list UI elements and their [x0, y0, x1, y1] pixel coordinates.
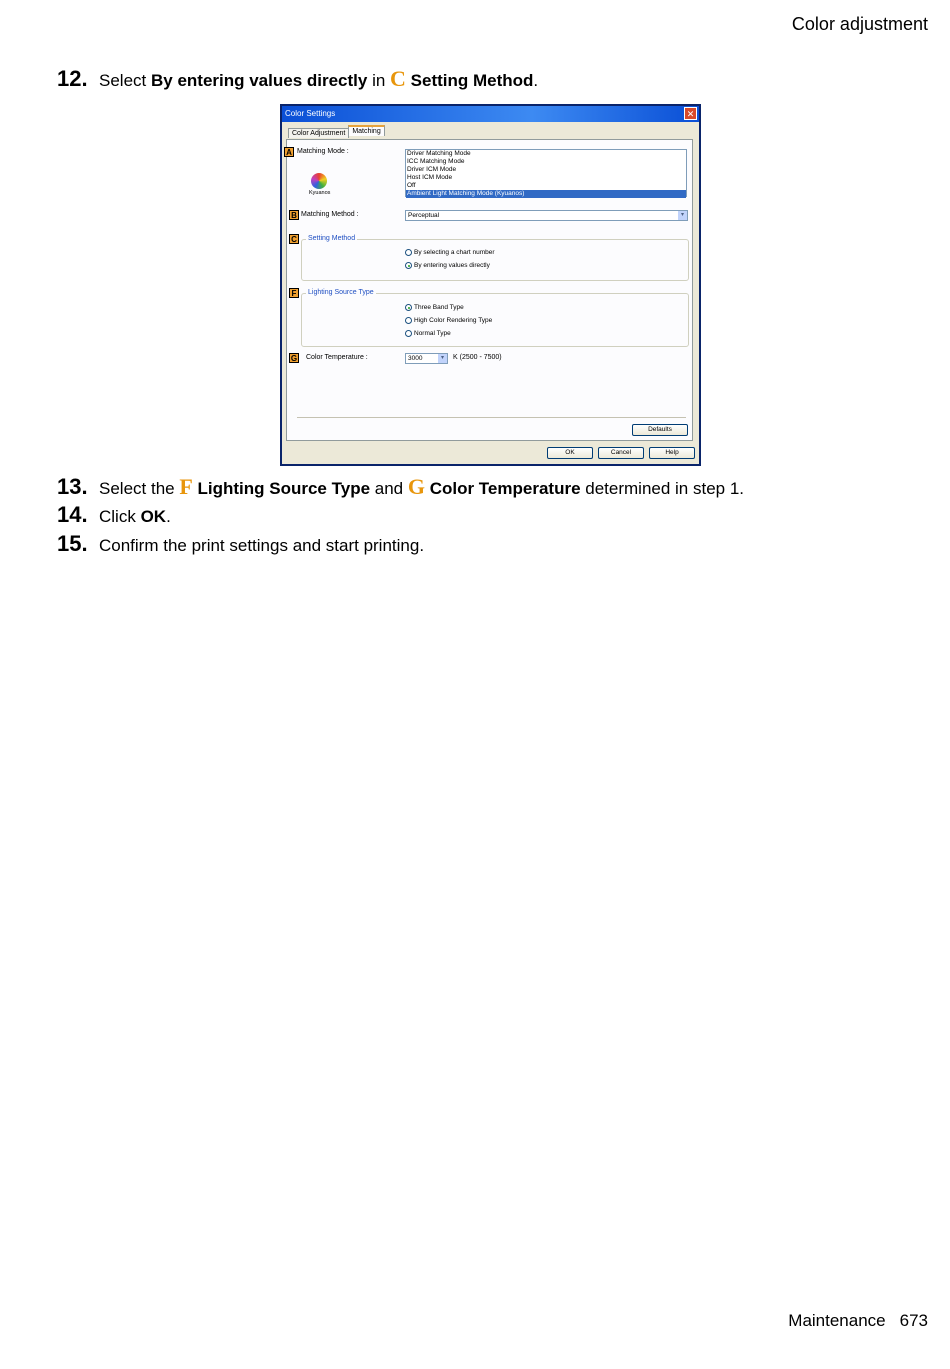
- close-button[interactable]: ✕: [684, 107, 697, 120]
- matching-method-label: Matching Method :: [301, 211, 359, 218]
- radio-label: Normal Type: [414, 330, 451, 338]
- step-bold: By entering values directly: [150, 71, 368, 90]
- marker-g: G: [290, 354, 298, 363]
- step-15: [57, 533, 424, 557]
- matching-mode-list[interactable]: [405, 149, 687, 197]
- cancel-button[interactable]: Cancel: [598, 447, 644, 459]
- radio-icon: [405, 330, 412, 337]
- radio-label: By entering values directly: [414, 262, 490, 270]
- step-number: 12.: [57, 66, 88, 91]
- lighting-source-group: [301, 289, 689, 347]
- page-footer: [788, 1311, 928, 1331]
- step-text: in: [367, 71, 391, 90]
- dialog-titlebar: [282, 106, 699, 122]
- ok-button[interactable]: OK: [547, 447, 593, 459]
- defaults-button[interactable]: Defaults: [632, 424, 688, 436]
- radio-icon: [405, 317, 412, 324]
- color-temperature-select[interactable]: [405, 353, 448, 364]
- radio-enter-values[interactable]: [405, 262, 490, 269]
- step-text: Click: [99, 507, 141, 526]
- dialog-title: Color Settings: [285, 109, 336, 118]
- matching-mode-label: Matching Mode :: [297, 148, 349, 155]
- step-text: and: [370, 479, 408, 498]
- kyuanos-logo-icon: [311, 173, 327, 189]
- radio-selected-icon: [405, 262, 412, 269]
- list-item[interactable]: Off: [407, 182, 416, 189]
- tab-matching[interactable]: Matching: [348, 125, 384, 136]
- tab-strip: [288, 127, 384, 139]
- running-header: Color adjustment: [791, 14, 928, 34]
- radio-three-band[interactable]: [405, 304, 464, 311]
- radio-chart-number[interactable]: [405, 249, 495, 256]
- color-temperature-range: K (2500 - 7500): [453, 354, 502, 361]
- setting-method-group: [301, 235, 689, 281]
- marker-f: F: [289, 288, 299, 298]
- logo-caption: Kyuanos: [309, 190, 331, 196]
- divider: [297, 417, 686, 418]
- callout-letter: C: [390, 66, 406, 91]
- matching-panel: [286, 139, 693, 441]
- radio-high-color[interactable]: [405, 317, 492, 324]
- step-bold: OK: [140, 507, 167, 526]
- chevron-down-icon[interactable]: ▾: [438, 354, 447, 363]
- footer-section: Maintenance: [788, 1311, 886, 1330]
- dialog-client: [282, 122, 699, 464]
- radio-label: Three Band Type: [414, 304, 464, 312]
- color-temperature-label: Color Temperature :: [306, 354, 368, 361]
- page-number: 673: [899, 1311, 928, 1330]
- setting-method-title: Setting Method: [308, 235, 356, 242]
- step-text: .: [166, 507, 171, 526]
- marker-c: C: [289, 234, 299, 244]
- matching-method-select[interactable]: [405, 210, 688, 221]
- color-settings-dialog: [280, 104, 701, 466]
- chevron-down-icon[interactable]: ▾: [678, 211, 687, 220]
- list-item[interactable]: Driver Matching Mode: [407, 150, 471, 157]
- lighting-source-title: Lighting Source Type: [308, 289, 374, 296]
- list-item-selected[interactable]: Ambient Light Matching Mode (Kyuanos): [406, 190, 686, 198]
- radio-normal[interactable]: [405, 330, 451, 337]
- tab-color-adjustment[interactable]: Color Adjustment: [288, 128, 349, 138]
- radio-selected-icon: [405, 304, 412, 311]
- step-bold: Setting Method: [405, 71, 534, 90]
- list-item[interactable]: Driver ICM Mode: [407, 166, 457, 173]
- step-14: [57, 504, 171, 528]
- step-text: determined in step 1.: [580, 479, 745, 498]
- marker-a: A: [284, 147, 294, 157]
- marker-b: B: [289, 210, 299, 220]
- step-bold: Lighting Source Type: [192, 479, 371, 498]
- step-12: [57, 68, 538, 92]
- step-number: 13.: [57, 474, 88, 499]
- step-text: Select the: [99, 479, 180, 498]
- help-button[interactable]: Help: [649, 447, 695, 459]
- radio-label: By selecting a chart number: [414, 249, 495, 257]
- radio-icon: [405, 249, 412, 256]
- step-number: 15.: [57, 531, 88, 556]
- step-text: Select: [99, 71, 151, 90]
- step-13: [57, 476, 744, 500]
- callout-letter: G: [407, 474, 425, 499]
- select-value: Perceptual: [408, 212, 440, 219]
- step-text: .: [533, 71, 539, 90]
- list-item[interactable]: ICC Matching Mode: [407, 158, 465, 165]
- callout-letter: F: [179, 474, 193, 499]
- select-value: 3000: [408, 355, 423, 362]
- step-text: Confirm the print settings and start printing.: [99, 536, 425, 555]
- radio-label: High Color Rendering Type: [414, 317, 493, 325]
- list-item[interactable]: Host ICM Mode: [407, 174, 453, 181]
- step-number: 14.: [57, 502, 88, 527]
- step-bold: Color Temperature: [424, 479, 581, 498]
